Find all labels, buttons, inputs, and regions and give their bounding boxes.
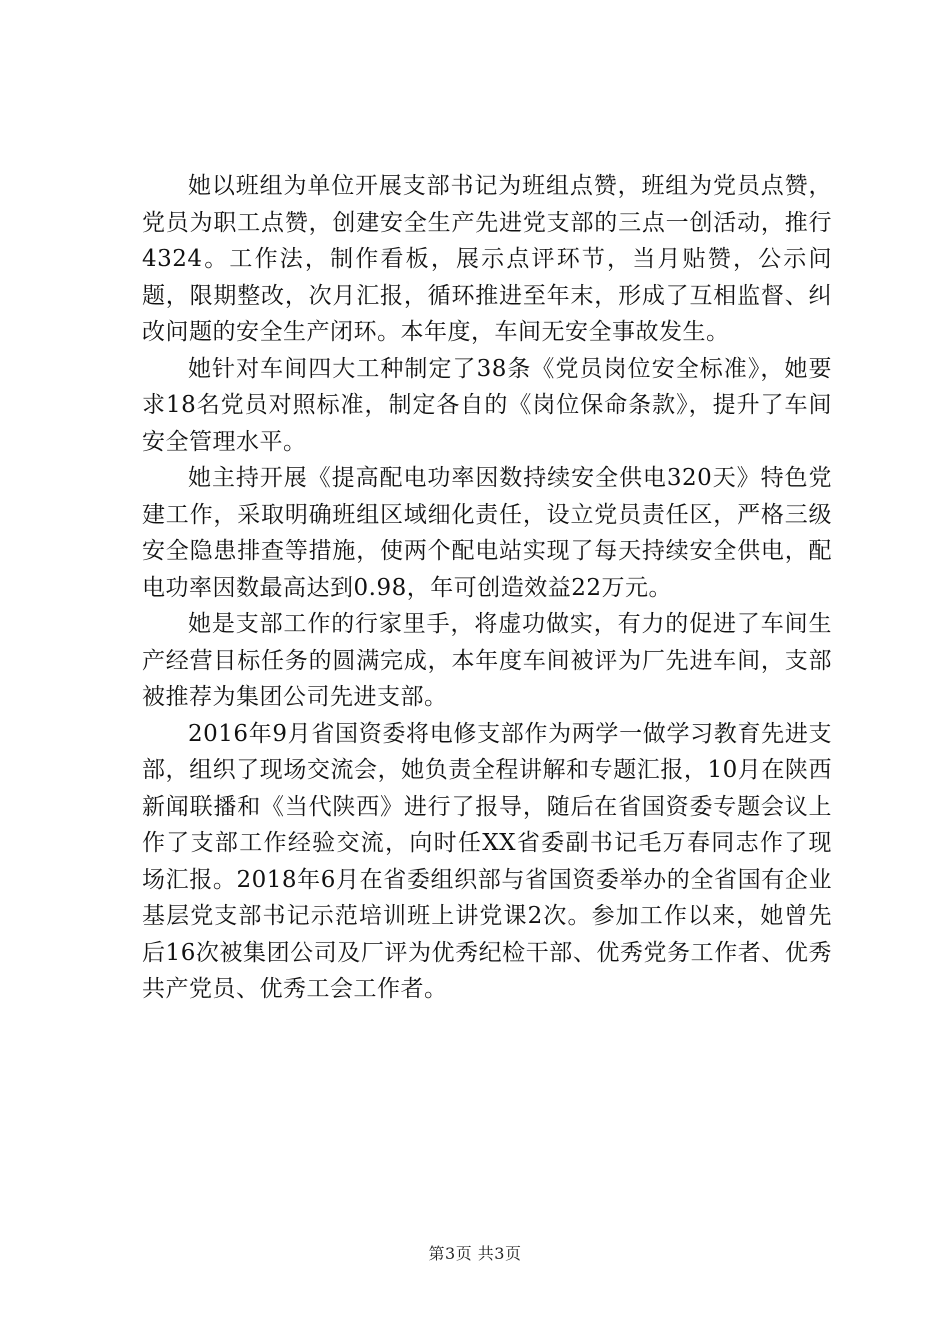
paragraph-5: 2016年9月省国资委将电修支部作为两学一做学习教育先进支部，组织了现场交流会，她负责全程讲解和专题汇报，10月在陕西新闻联播和《当代陕西》进行了报导，随后在省国资委专题会议上作了支部工作经验交流，向时任XX省委副书记毛万春同志作了现场汇报。2018年6月在省委组织部与省国资委举办的全省国有企业基层党支部书记示范培训班上讲党课2次。参加工作以来，她曾先后16次被集团公司及厂评为优秀纪检干部、优秀党务工作者、优秀共产党员、优秀工会工作者。: [142, 720, 832, 1002]
paragraph-4: 她是支部工作的行家里手，将虚功做实，有力的促进了车间生产经营目标任务的圆满完成，本年度车间被评为厂先进车间，支部被推荐为集团公司先进支部。: [142, 611, 832, 710]
page-number-footer: 第3页 共3页: [428, 1244, 522, 1263]
paragraph-2: 她针对车间四大工种制定了38条《党员岗位安全标准》，她要求18名党员对照标准，制定各自的《岗位保命条款》，提升了车间安全管理水平。: [142, 355, 832, 455]
paragraph-3: 她主持开展《提高配电功率因数持续安全供电320天》特色党建工作，采取明确班组区域细化责任，设立党员责任区，严格三级安全隐患排查等措施，使两个配电站实现了每天持续安全供电，配电功率因数最高达到0.98，年可创造效益22万元。: [142, 465, 832, 601]
paragraph-1: 她以班组为单位开展支部书记为班组点赞，班组为党员点赞，党员为职工点赞，创建安全生产先进党支部的三点一创活动，推行4324。工作法，制作看板，展示点评环节，当月贴赞，公示问题，限期整改，次月汇报，循环推进至年末，形成了互相监督、纠改问题的安全生产闭环。本年度，车间无安全事故发生。: [142, 173, 832, 345]
document-body: [142, 168, 832, 1008]
